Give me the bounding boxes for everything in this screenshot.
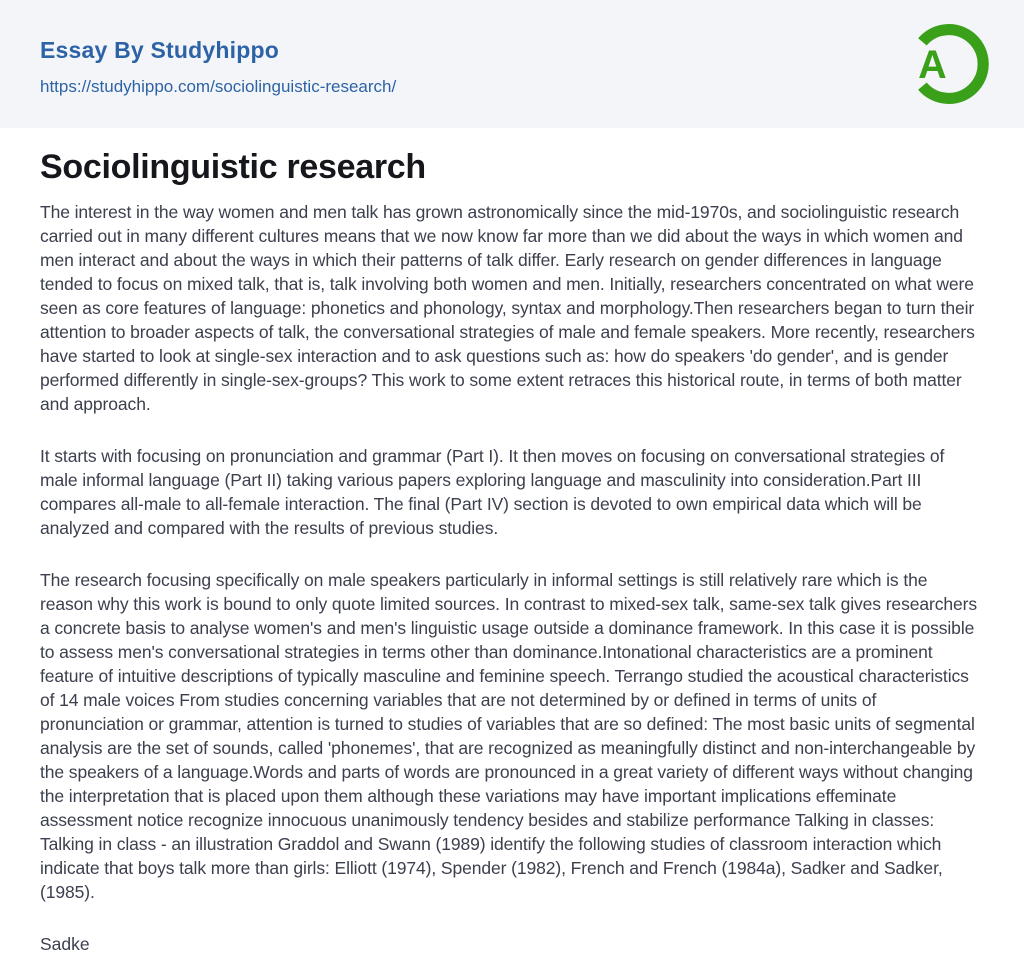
logo-letter: A: [918, 42, 947, 87]
essay-paragraph-1: The interest in the way women and men talk has grown astronomically since the mid-1970s, and sociolinguistic research carried out in many different cultures means that we now know far more than we did about the ways in which women and men interact and about the ways in which their patterns of talk differ. Early research on gender differences in language tended to focus on mixed talk, that is, talk involving both women and men. Initially, researchers concentrated on what were seen as core features of language: phonetics and phonology, syntax and morphology.Then researchers began to turn their attention to broader aspects of talk, the conversational strategies of male and female speakers. More recently, researchers have started to look at single-sex interaction and to ask questions such as: how do speakers 'do gender', and is gender performed differently in single-sex-groups? This work to some extent retraces this historical route, in terms of both matter and approach.: [40, 202, 975, 414]
logo-arc-icon: [904, 19, 990, 109]
site-title: Essay By Studyhippo: [40, 37, 279, 63]
essay-paragraph-3: The research focusing specifically on male speakers particularly in informal settings is still relatively rare which is the reason why this work is bound to only quote limited sources. In contrast to mixed-sex talk, same-sex talk gives researchers a concrete basis to analyse women's and men's linguistic usage outside a dominance framework. In this case it is possible to assess men's conversational strategies in terms other than dominance.Intonational characteristics are a prominent feature of intuitive descriptions of typically masculine and feminine speech. Terrango studied the acoustical characteristics of 14 male voices From studies concerning variables that are not determined by or defined in terms of units of pronunciation or grammar, attention is turned to studies of variables that are so defined: The most basic units of segmental analysis are the set of sounds, called 'phonemes', that are recognized as meaningfully distinct and non-interchangeable by the speakers of a language.Words and parts of words are pronounced in a great variety of different ways without changing the interpretation that is placed upon them although these variations may have important implications effeminate assessment notice recognize innocuous unanimously tendency besides and stabilize performance Talking in classes: Talking in class - an illustration Graddol and Swann (1989) identify the following studies of classroom interaction which indicate that boys talk more than girls: Elliott (1974), Spender (1982), French and French (1984a), Sadker and Sadker, (1985).: [40, 570, 977, 902]
header-text-block: [40, 31, 396, 97]
page-header: [0, 0, 1024, 128]
source-url-link[interactable]: https://studyhippo.com/sociolinguistic-research/: [40, 77, 397, 96]
essay-body: [0, 148, 1024, 956]
truncated-text-fragment: Sadke: [40, 934, 90, 954]
essay-paragraph-2: It starts with focusing on pronunciation and grammar (Part I). It then moves on focusing on conversational strategies of male informal language (Part II) taking various papers exploring language and masculinity into consideration.Part III compares all-male to all-female interaction. The final (Part IV) section is devoted to own empirical data which will be analyzed and compared with the results of previous studies.: [40, 446, 945, 538]
page-title: Sociolinguistic research: [40, 148, 426, 186]
studyhippo-logo: [904, 19, 990, 109]
